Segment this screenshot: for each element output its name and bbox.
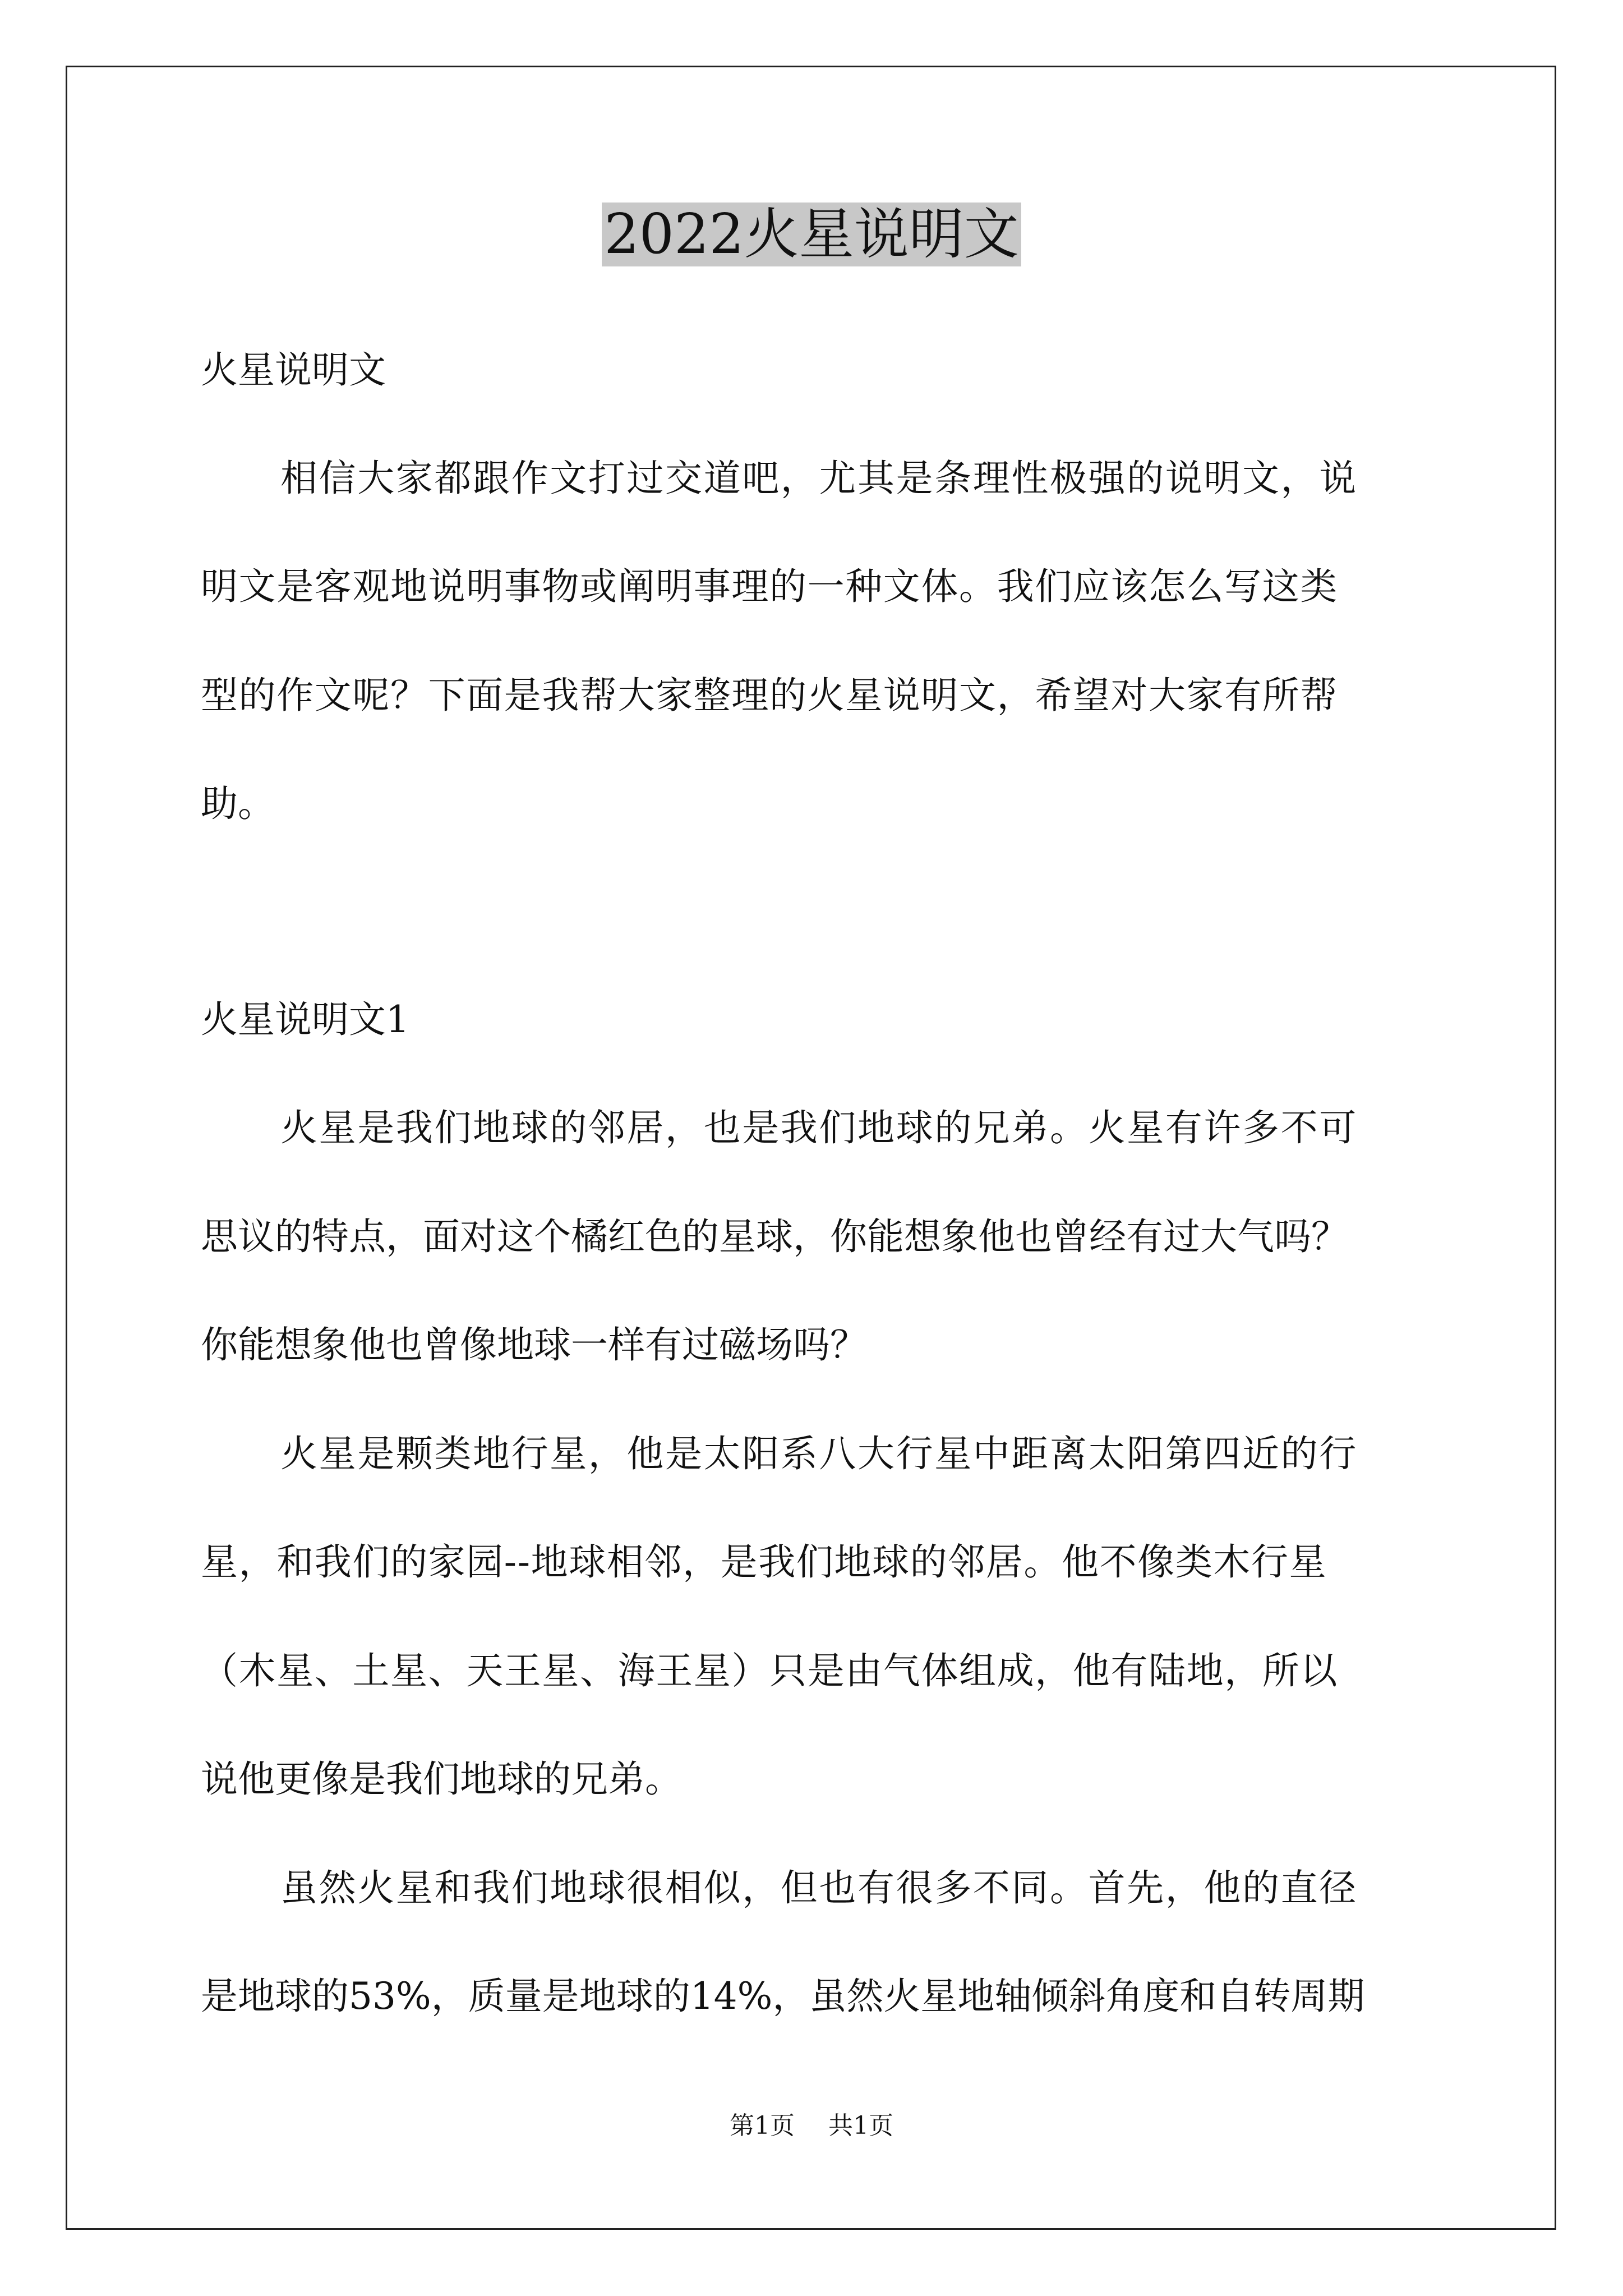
text-line: （木星、土星、天王星、海王星）只是由气体组成，他有陆地，所以	[201, 1649, 1338, 1692]
text-line: 相信大家都跟作文打过交道吧，尤其是条理性极强的说明文，说	[280, 457, 1358, 500]
text-line: 星，和我们的家园--地球相邻，是我们地球的邻居。他不像类木行星	[201, 1540, 1327, 1584]
text-line: 火星是我们地球的邻居，也是我们地球的兄弟。火星有许多不可	[280, 1106, 1358, 1149]
text-line: 思议的特点，面对这个橘红色的星球，你能想象他也曾经有过大气吗？	[201, 1215, 1348, 1258]
text-line: 你能想象他也曾像地球一样有过磁场吗？	[201, 1323, 867, 1366]
page-total: 共1页	[828, 2111, 893, 2140]
text-line: 火星说明文	[201, 348, 386, 392]
text-line: 火星说明文1	[201, 998, 409, 1041]
text-line: 虽然火星和我们地球很相似，但也有很多不同。首先，他的直径	[280, 1866, 1358, 1910]
text-line: 助。	[201, 782, 275, 825]
text-line: 火星是颗类地行星，他是太阳系八大行星中距离太阳第四近的行	[280, 1432, 1358, 1475]
text-line: 明文是客观地说明事物或阐明事理的一种文体。我们应该怎么写这类	[201, 565, 1338, 608]
page-number: 第1页	[730, 2111, 795, 2140]
text-line: 型的作文呢？下面是我帮大家整理的火星说明文，希望对大家有所帮	[201, 674, 1338, 717]
text-line: 说他更像是我们地球的兄弟。	[201, 1757, 682, 1801]
document-title	[0, 201, 1623, 268]
page-footer	[0, 2109, 1623, 2143]
document-title-text: 2022火星说明文	[602, 203, 1021, 266]
text-line: 是地球的53%，质量是地球的14%，虽然火星地轴倾斜角度和自转周期	[201, 1975, 1365, 2018]
